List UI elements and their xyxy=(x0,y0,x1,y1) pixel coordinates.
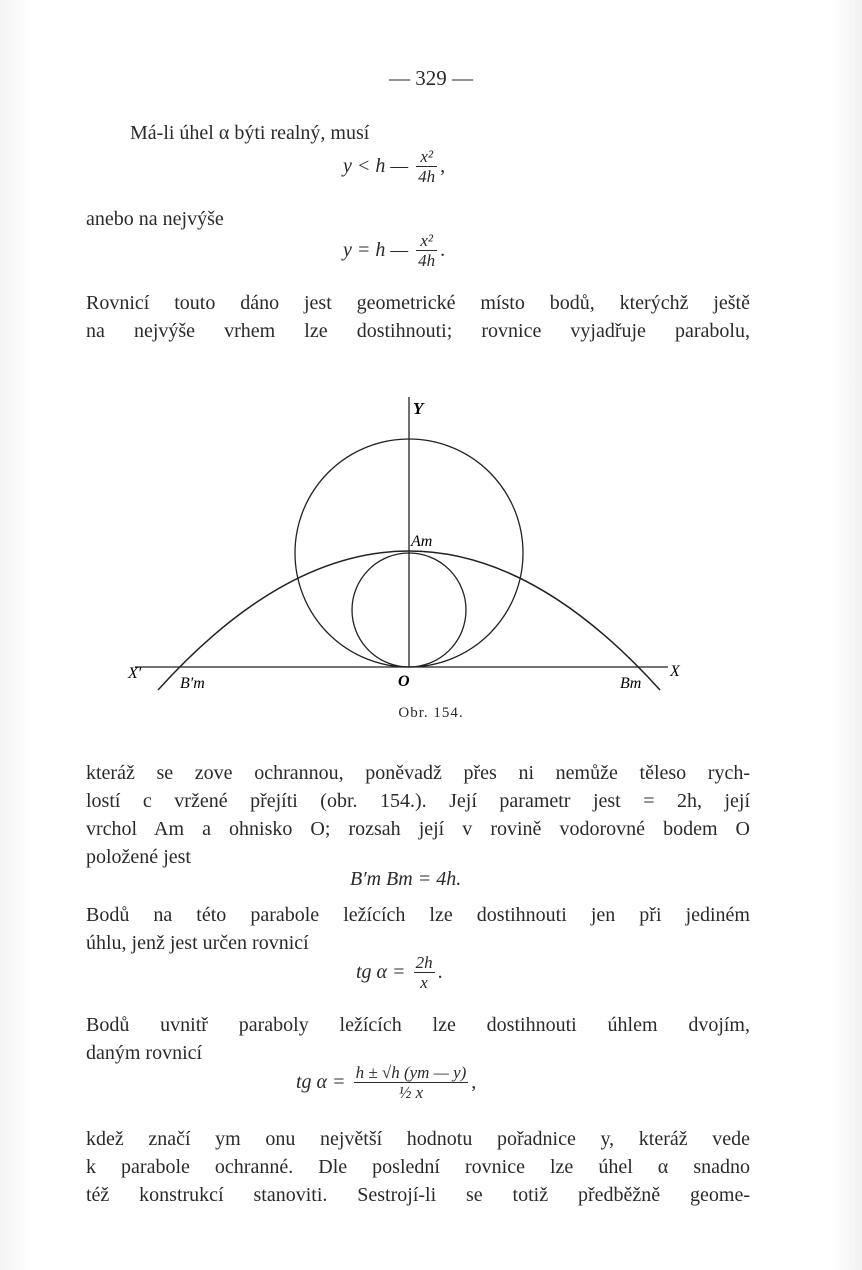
label-apex: Am xyxy=(411,533,433,550)
text-line: úhlu, jenž jest určen rovnicí xyxy=(86,932,309,954)
fraction-numerator: x² xyxy=(420,231,433,250)
equation-tail: , xyxy=(471,1071,477,1094)
fraction xyxy=(414,954,435,993)
fraction-numerator: h ± √h (ym — y) xyxy=(355,1063,467,1082)
label-origin: O xyxy=(398,673,410,690)
text-line: Má-li úhel α býti realný, musí xyxy=(130,122,370,144)
text-line: kteráž se zove ochrannou, poněvadž přes ni nemůže těleso rych- xyxy=(86,762,750,784)
text-line: daným rovnicí xyxy=(86,1042,203,1064)
text-line: Bodů uvnitř paraboly ležících lze dostihnouti úhlem dvojím, xyxy=(86,1014,750,1036)
text-line: Rovnicí touto dáno jest geometrické místo bodů, kterýchž ještě xyxy=(86,292,750,314)
text-line: vrchol Am a ohnisko O; rozsah její v rovině vodorovné bodem O xyxy=(86,818,750,840)
equation-3: B′m Bm = 4h. xyxy=(350,868,462,890)
equation-4 xyxy=(356,954,443,993)
fraction-denominator: 4h xyxy=(418,251,436,270)
equation-5 xyxy=(296,1064,476,1103)
equation-lhs: y = h — xyxy=(343,239,409,262)
label-b-right: Bm xyxy=(620,675,642,692)
text-line: Bodů na této parabole ležících lze dostihnouti jen při jediném xyxy=(86,904,750,926)
fraction-numerator: x² xyxy=(420,147,433,166)
text-line: na nejvýše vrhem lze dostihnouti; rovnice vyjadřuje parabolu, xyxy=(86,320,750,342)
fraction-denominator: 4h xyxy=(418,167,436,186)
figure-caption: Obr. 154. xyxy=(398,705,464,721)
text-line: lostí c vržené přejíti (obr. 154.). Její parametr jest = 2h, její xyxy=(86,790,750,812)
equation-tail: , xyxy=(440,155,446,178)
text-line: k parabole ochranné. Dle poslední rovnice lze úhel α snadno xyxy=(86,1156,750,1178)
equation-tail: . xyxy=(440,239,446,262)
label-b-left: B′m xyxy=(180,675,205,692)
equation-lhs: tg α = xyxy=(356,961,406,984)
fraction-numerator: 2h xyxy=(415,953,433,972)
text-line: kdež značí ym onu největší hodnotu pořadnice y, kteráž vede xyxy=(86,1128,750,1150)
equation-lhs: tg α = xyxy=(296,1071,346,1094)
text-line: položené jest xyxy=(86,846,191,868)
label-x-left: X′ xyxy=(128,665,142,682)
text-line: též konstrukcí stanoviti. Sestrojí-li se totiž předběžně geome- xyxy=(86,1184,750,1206)
equation-lhs: y < h — xyxy=(343,155,409,178)
fraction-denominator: x xyxy=(414,972,435,993)
page-number: — 329 — xyxy=(389,66,473,90)
fraction xyxy=(354,1064,469,1103)
label-y: Y xyxy=(413,399,424,418)
label-x-right: X xyxy=(670,663,680,680)
text-line: anebo na nejvýše xyxy=(86,208,224,230)
fraction-denominator: ½ x xyxy=(354,1082,469,1103)
equation-tail: . xyxy=(437,961,443,984)
